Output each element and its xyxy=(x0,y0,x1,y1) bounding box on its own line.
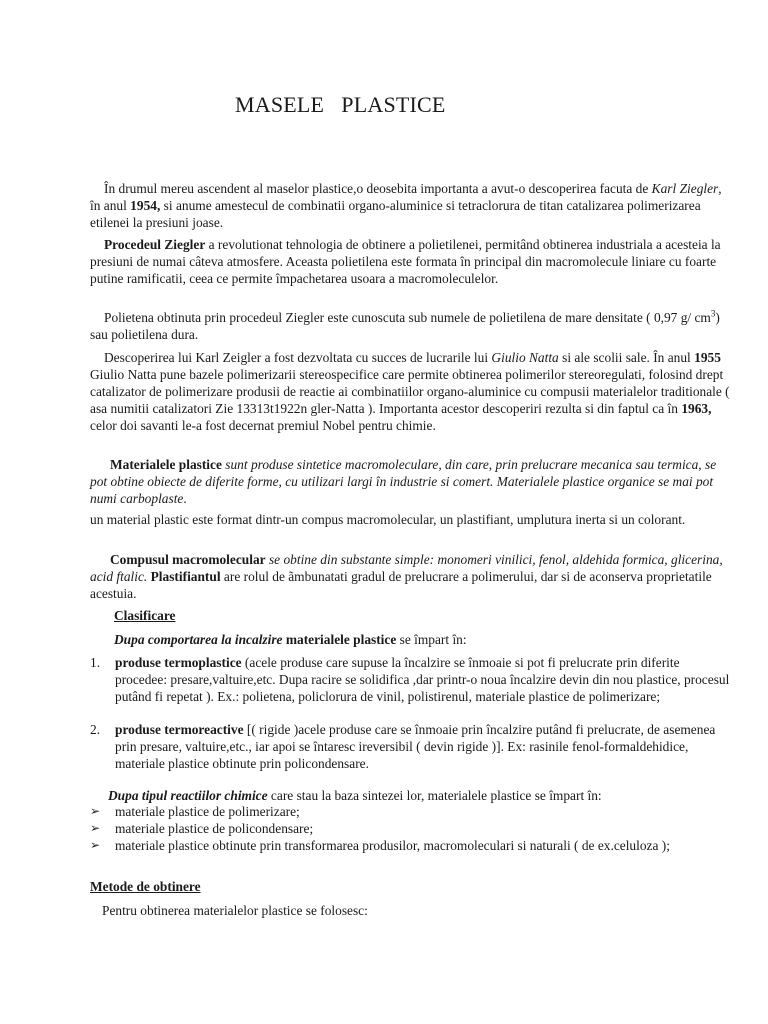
text-span: În drumul mereu ascendent al maselor plastice,o deosebita importanta a avut-o descoperirea facuta de xyxy=(104,181,652,196)
text-span: se obtine din substante simple: monomeri vinilici, fenol, aldehida formica, glicerina, acid ftalic. xyxy=(90,552,723,584)
text-span: [( rigide )acele produse care se înmoaie prin încalzire putând fi prelucrate, de asemenea prin presare, valtuire,etc., iar apoi se întaresc ireversibil ( devin rigide )]. Ex: rasinile fenol-formaldehidice, materiale plastice obtinute prin policondensare. xyxy=(115,722,716,771)
text-span: , în anul xyxy=(90,181,722,213)
text-span: Descoperirea lui Karl Zeigler a fost dezvoltata cu succes de lucrarile lui xyxy=(104,350,492,365)
bullet-item xyxy=(90,820,730,837)
paragraph-polietena xyxy=(90,309,730,343)
text-span: celor doi savanti le-a fost decernat premiul Nobel pentru chimie. xyxy=(90,418,436,433)
list-item xyxy=(90,721,730,772)
text-span: si ale scolii sale. În anul xyxy=(558,350,695,365)
text-span: ) sau polietilena dura. xyxy=(90,310,720,342)
subheading-incalzire xyxy=(114,631,754,648)
text-span: . xyxy=(183,491,187,506)
text-span: Giulio Natta xyxy=(491,350,559,365)
list-item xyxy=(90,654,730,705)
bullet-text: materiale plastice obtinute prin transformarea produsilor, macromoleculari si naturali ( de ex.celuloza ); xyxy=(115,838,670,853)
text-span: Dupa tipul reactiilor chimice xyxy=(108,788,268,803)
paragraph-composition: un material plastic este format dintr-un compus macromolecular, un plastifiant, umplutura inerta si un colorant. xyxy=(90,512,686,527)
page-title: MASELE PLASTICE xyxy=(235,92,446,117)
text-span: se împart în: xyxy=(396,632,467,647)
subheading-reactii xyxy=(108,787,748,804)
text-span: 1955 xyxy=(694,350,721,365)
paragraph-natta xyxy=(90,349,730,434)
paragraph-compus xyxy=(90,551,730,602)
text-span: Compusul macromolecular xyxy=(110,552,266,567)
text-span: Polietena obtinuta prin procedeul Ziegler este cunoscuta sub numele de polietilena de mare densitate ( 0,97 g/ cm xyxy=(104,310,711,325)
text-span: Plastifiantul xyxy=(147,569,221,584)
superscript: 3 xyxy=(710,308,716,319)
list-number: 1. xyxy=(90,655,101,670)
text-span: a revolutionat tehnologia de obtinere a polietilenei, permitând obtinerea industriala a acesteia la presiuni de numai câteva atmosfere. Aceasta polietilena este formata în principal din macromolecule liniare cu foarte putine ramificatii, ceea ce permite împachetarea usoara a macromoleculelor. xyxy=(90,237,721,286)
text-span: Giulio Natta pune bazele polimerizarii stereospecifice care permite obtinerea polimerilor stereoregulati, folosind drept catalizator de polimerizare produsii de reactie ai combinatiilor organo-aluminice cu compusii materialelor traditionale ( asa numitii catalizatori Zie 13313t1922n gler-Natta ). Importanta acestor descoperiri rezulta si din faptul ca în xyxy=(90,367,730,416)
heading-clasificare: Clasificare xyxy=(114,608,176,623)
bullet-text: materiale plastice de policondensare; xyxy=(115,821,314,836)
paragraph-metode: Pentru obtinerea materialelor plastice se folosesc: xyxy=(102,903,368,918)
text-span: 1963, xyxy=(681,401,712,416)
list-text xyxy=(115,721,730,772)
bullet-item xyxy=(90,803,730,820)
arrow-bullet-icon: ➢ xyxy=(90,838,101,852)
text-span: si anume amestecul de combinatii organo-aluminice si tetraclorura de titan catalizarea polimerizarea etilenei la presiuni joase. xyxy=(90,198,701,230)
text-span: 1954, xyxy=(130,198,161,213)
list-number: 2. xyxy=(90,722,101,737)
text-span: (acele produse care supuse la încalzire se înmoaie si pot fi prelucrate prin diferite procedee: presare,valtuire,etc. Dupa racire se solidifica ,dar printr-o noua încalzire devin din nou plastice, procesul putând fi repetat ). Ex.: polietena, policlorura de vinil, polistirenul, materiale plastice de polimerizare; xyxy=(115,655,730,704)
bullet-item xyxy=(90,837,730,854)
list-text xyxy=(115,654,730,705)
text-span: Procedeul Ziegler xyxy=(104,237,206,252)
text-span: produse termoreactive xyxy=(115,722,244,737)
heading-metode: Metode de obtinere xyxy=(90,879,201,894)
paragraph-intro xyxy=(90,180,730,231)
paragraph-definition xyxy=(90,456,730,507)
bullet-text: materiale plastice de polimerizare; xyxy=(115,804,300,819)
text-span: Materialele plastice xyxy=(110,457,222,472)
text-span: sunt produse sintetice macromoleculare, din care, prin prelucrare mecanica sau termica, se pot obtine obiecte de diferite forme, cu utilizari largi în industrie si comert. Materialele plastice organice se mai pot numi carboplaste xyxy=(90,457,717,506)
text-span: materialele plastice xyxy=(282,632,397,647)
text-span: are rolul de ãmbunatati gradul de prelucrare a polimerului, dar si de aconserva proprietatile acestuia. xyxy=(90,569,712,601)
arrow-bullet-icon: ➢ xyxy=(90,821,101,835)
arrow-bullet-icon: ➢ xyxy=(90,804,101,818)
paragraph-ziegler xyxy=(90,236,730,287)
text-span: produse termoplastice xyxy=(115,655,242,670)
text-span: care stau la baza sintezei lor, materialele plastice se împart în: xyxy=(267,788,602,803)
text-span: Dupa comportarea la incalzire xyxy=(114,632,283,647)
text-span: Karl Ziegler xyxy=(651,181,719,196)
